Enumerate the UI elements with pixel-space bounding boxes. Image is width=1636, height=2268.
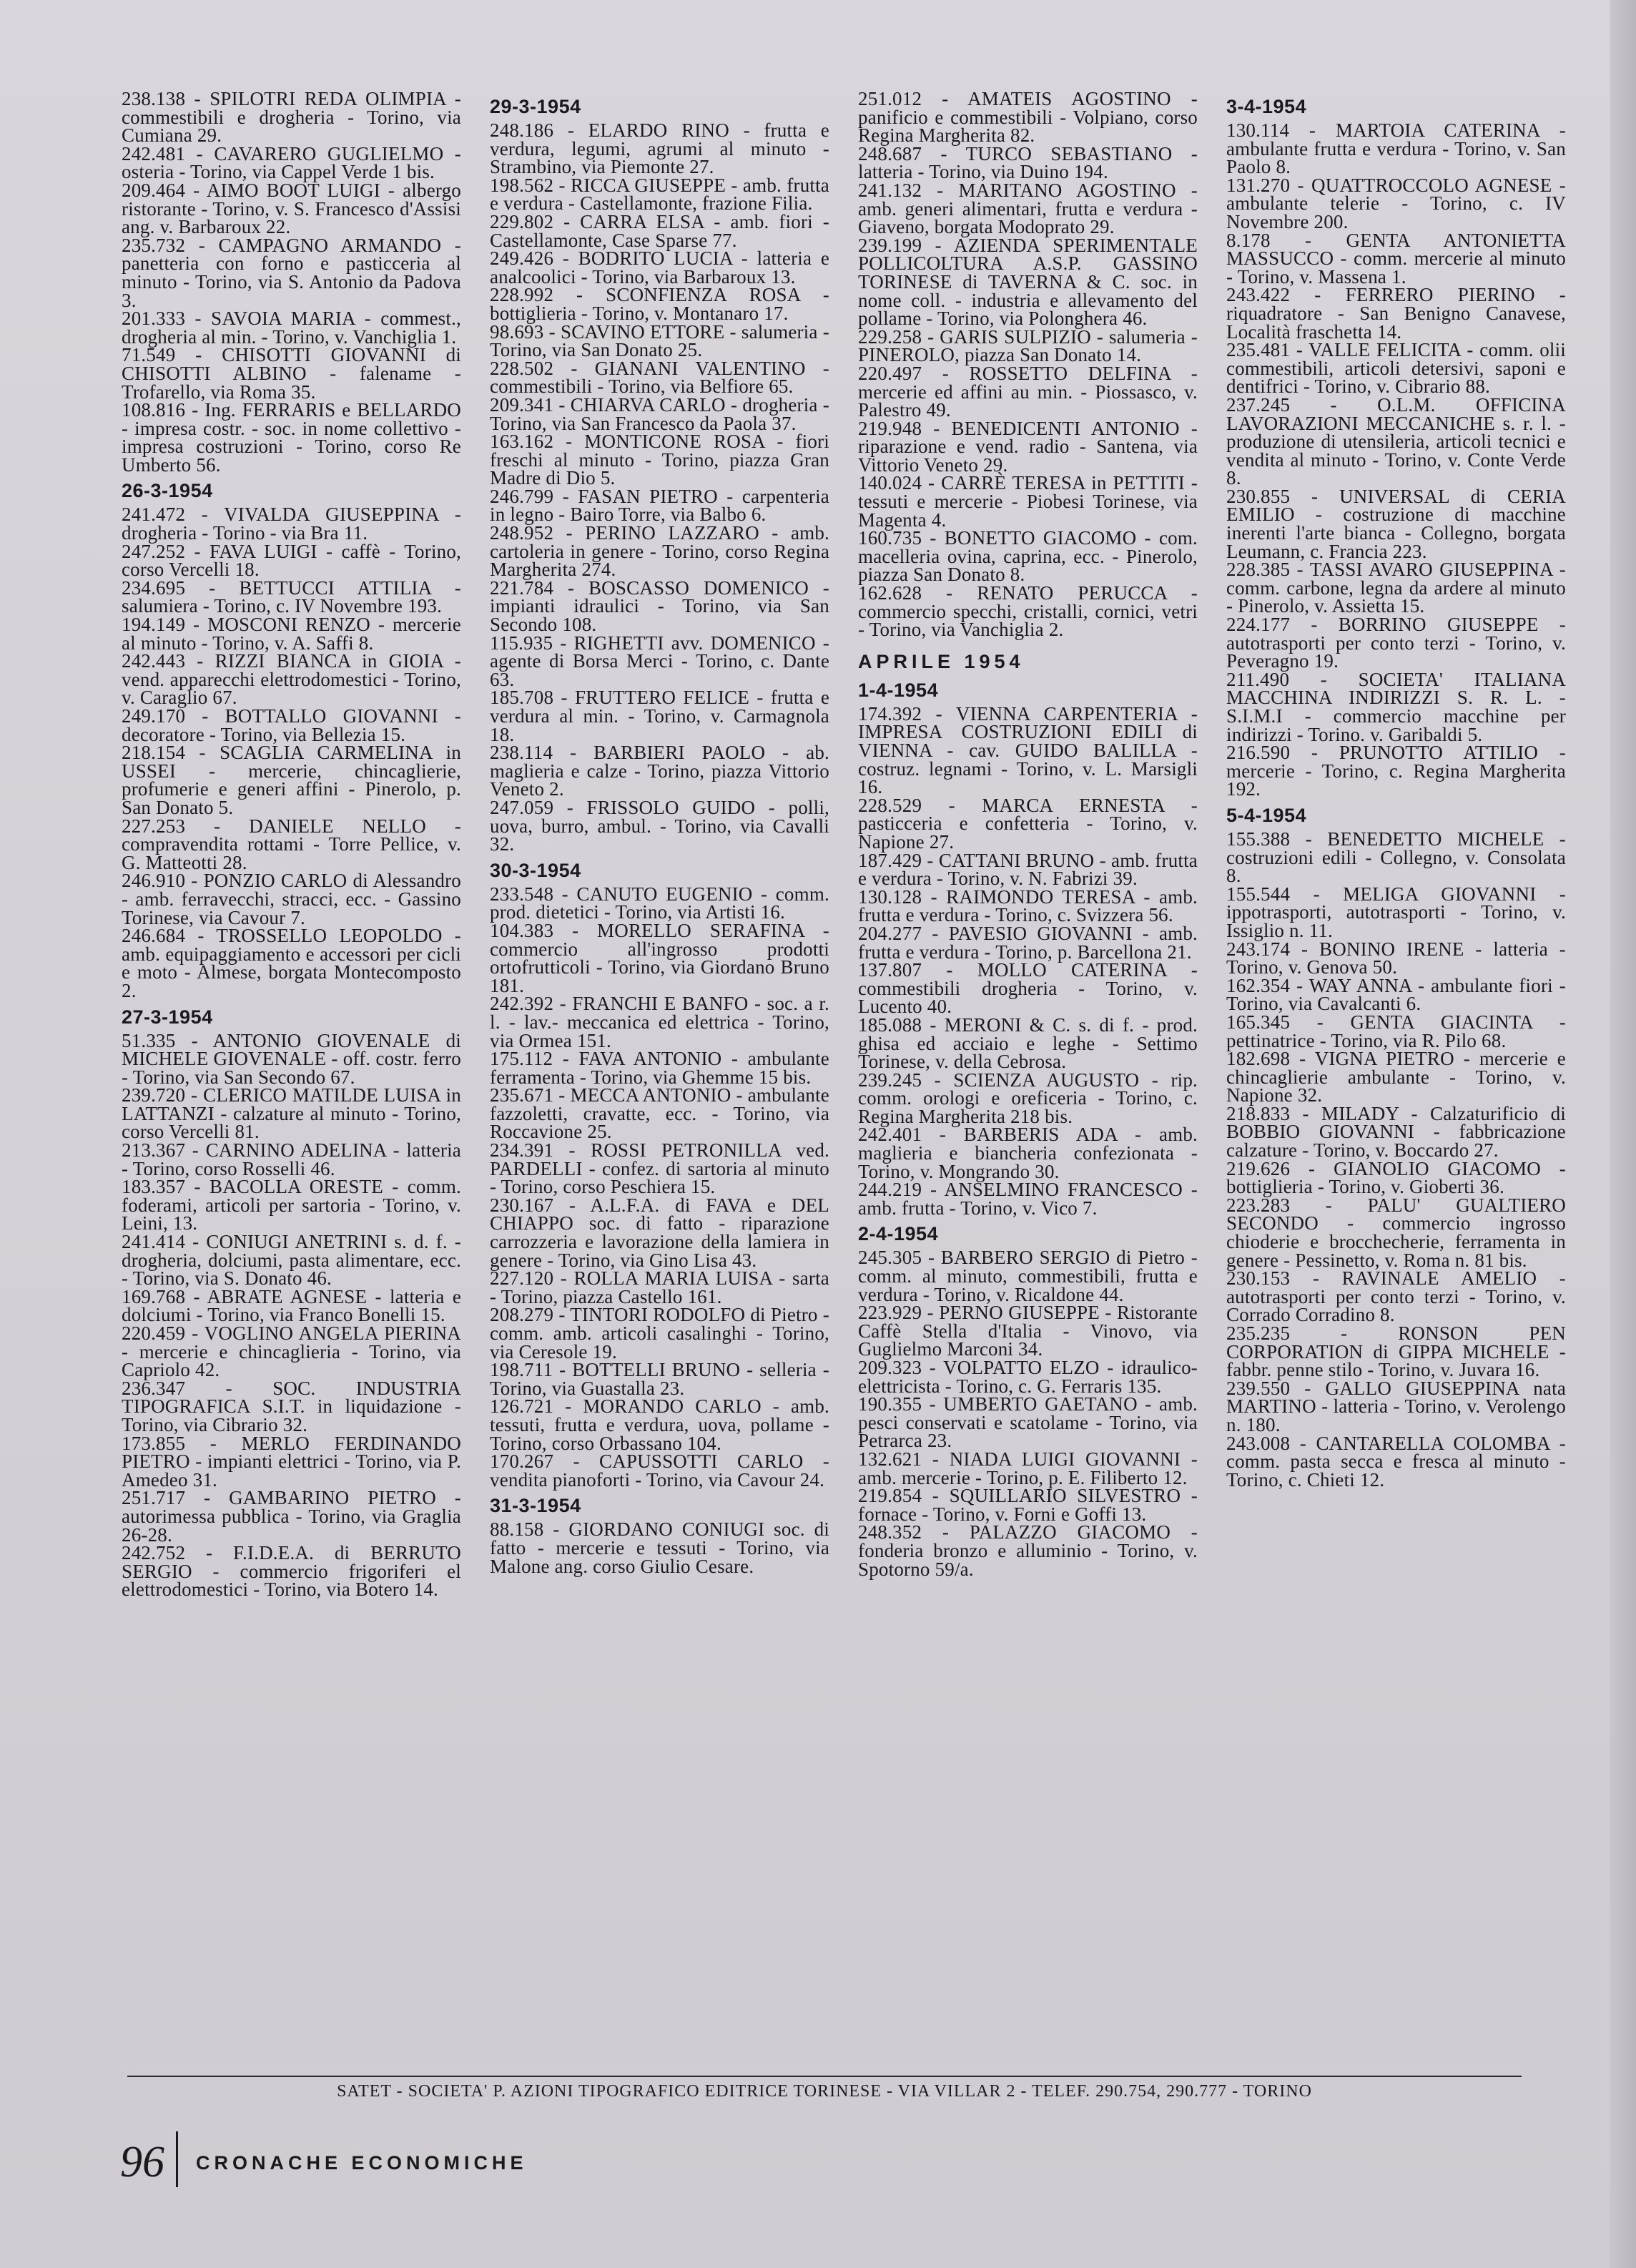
register-entry: 229.802 - CARRA ELSA - amb. fiori - Castellamonte, Case Sparse 77. xyxy=(490,210,829,251)
register-entry: 241.414 - CONIUGI ANETRINI s. d. f. - drogheria, dolciumi, pasta alimentare, ecc. - Torino, via S. Donato 46. xyxy=(122,1231,461,1290)
register-entry: 175.112 - FAVA ANTONIO - ambulante ferramenta - Torino, via Ghemme 15 bis. xyxy=(490,1048,829,1088)
register-entry: 224.177 - BORRINO GIUSEPPE - autotrasporti per conto terzi - Torino, v. Peveragno 19. xyxy=(1226,614,1566,672)
register-entry: 51.335 - ANTONIO GIOVENALE di MICHELE GIOVENALE - off. costr. ferro - Torino, via San Secondo 67. xyxy=(122,1029,461,1088)
date-heading: 2-4-1954 xyxy=(858,1223,939,1245)
register-entry: 71.549 - CHISOTTI GIOVANNI di CHISOTTI ALBINO - falename - Trofarello, via Roma 35. xyxy=(122,344,461,403)
register-entry: 249.426 - BODRITO LUCIA - latteria e analcoolici - Torino, via Barbaroux 13. xyxy=(490,247,829,288)
register-entry: 137.807 - MOLLO CATERINA - commestibili drogheria - Torino, v. Lucento 40. xyxy=(858,959,1198,1018)
register-entry: 173.855 - MERLO FERDINANDO PIETRO - impianti elettrici - Torino, via P. Amedeo 31. xyxy=(122,1432,461,1491)
register-entry: 155.544 - MELIGA GIOVANNI - ippotrasporti, autotrasporti - Torino, v. Issiglio n. 11. xyxy=(1226,883,1566,941)
register-entry: 108.816 - Ing. FERRARIS e BELLARDO - impresa costr. - soc. in nome collettivo - impresa costruzioni - Torino, corso Re Umberto 56. xyxy=(122,399,461,476)
register-entry: 131.270 - QUATTROCCOLO AGNESE - ambulante telerie - Torino, c. IV Novembre 200. xyxy=(1226,174,1566,232)
register-entry: 229.258 - GARIS SULPIZIO - salumeria - PINEROLO, piazza San Donato 14. xyxy=(858,325,1198,366)
register-entry: 246.799 - FASAN PIETRO - carpenteria in legno - Bairo Torre, via Balbo 6. xyxy=(490,485,829,526)
register-entry: 132.621 - NIADA LUIGI GIOVANNI - amb. mercerie - Torino, p. E. Filiberto 12. xyxy=(858,1448,1198,1488)
date-heading: 26-3-1954 xyxy=(122,480,213,502)
register-entry: 236.347 - SOC. INDUSTRIA TIPOGRAFICA S.I.T. in liquidazione - Torino, via Cibrario 32. xyxy=(122,1377,461,1435)
register-entry: 242.752 - F.I.D.E.A. di BERRUTO SERGIO - commercio frigoriferi el elettrodomestici - Torino, via Botero 14. xyxy=(122,1542,461,1601)
register-entry: 8.178 - GENTA ANTONIETTA MASSUCCO - comm. mercerie al minuto - Torino, v. Massena 1. xyxy=(1226,229,1566,288)
register-entry: 163.162 - MONTICONE ROSA - fiori freschi al minuto - Torino, piazza Gran Madre di Dio 5. xyxy=(490,431,829,489)
register-entry: 235.732 - CAMPAGNO ARMANDO - panetteria con forno e pasticceria al minuto - Torino, via S. Antonio da Padova 3. xyxy=(122,234,461,311)
register-entry: 234.695 - BETTUCCI ATTILIA - salumiera - Torino, c. IV Novembre 193. xyxy=(122,576,461,617)
register-entry: 130.128 - RAIMONDO TERESA - amb. frutta e verdura - Torino, c. Svizzera 56. xyxy=(858,885,1198,926)
register-entry: 221.784 - BOSCASSO DOMENICO - impianti idraulici - Torino, via San Secondo 108. xyxy=(490,576,829,636)
register-entry: 174.392 - VIENNA CARPENTERIA - IMPRESA COSTRUZIONI EDILI di VIENNA - cav. GUIDO BALILLA - costruz. legnami - Torino, v. L. Marsigli 16. xyxy=(858,702,1198,798)
register-entry: 248.687 - TURCO SEBASTIANO - latteria - Torino, via Duino 194. xyxy=(858,142,1198,183)
register-entry: 165.345 - GENTA GIACINTA - pettinatrice - Torino, via R. Pilo 68. xyxy=(1226,1011,1566,1051)
register-entry: 170.267 - CAPUSSOTTI CARLO - vendita pianoforti - Torino, via Cavour 24. xyxy=(490,1450,829,1491)
register-entry: 249.170 - BOTTALLO GIOVANNI - decoratore - Torino, via Bellezia 15. xyxy=(122,705,461,745)
register-entry: 239.720 - CLERICO MATILDE LUISA in LATTANZI - calzature al minuto - Torino, corso Vercelli 81. xyxy=(122,1084,461,1143)
register-entry: 162.628 - RENATO PERUCCA - commercio specchi, cristalli, cornici, vetri - Torino, via Vanchiglia 2. xyxy=(858,582,1198,641)
register-entry: 238.114 - BARBIERI PAOLO - ab. maglieria e calze - Torino, piazza Vittorio Veneto 2. xyxy=(490,742,829,800)
register-entry: 219.854 - SQUILLARIO SILVESTRO - fornace - Torino, v. Forni e Goffi 13. xyxy=(858,1485,1198,1525)
register-entry: 209.464 - AIMO BOOT LUIGI - albergo ristorante - Torino, v. S. Francesco d'Assisi ang. v. Barbaroux 22. xyxy=(122,179,461,238)
register-entry: 246.684 - TROSSELLO LEOPOLDO - amb. equipaggiamento e accessori per cicli e moto - Almese, borgata Montecomposto 2. xyxy=(122,925,461,1001)
date-heading: 31-3-1954 xyxy=(490,1495,581,1517)
register-entry: 216.590 - PRUNOTTO ATTILIO - mercerie - Torino, c. Regina Margherita 192. xyxy=(1226,742,1566,800)
printer-footer: SATET - SOCIETA' P. AZIONI TIPOGRAFICO EDITRICE TORINESE - VIA VILLAR 2 - TELEF. 290.754, 290.777 - TORINO xyxy=(337,2082,1312,2101)
register-entry: 237.245 - O.L.M. OFFICINA LAVORAZIONI MECCANICHE s. r. l. - produzione di utensileria, articoli tecnici e vendita al minuto - Torino, v. Conte Verde 8. xyxy=(1226,393,1566,489)
magazine-title: CRONACHE ECONOMICHE xyxy=(196,2152,528,2174)
register-entry: 239.245 - SCIENZA AUGUSTO - rip. comm. orologi e oreficeria - Torino, c. Regina Margherita 218 bis. xyxy=(858,1069,1198,1127)
register-entry: 251.717 - GAMBARINO PIETRO - autorimessa pubblica - Torino, via Graglia 26-28. xyxy=(122,1487,461,1546)
register-entry: 209.323 - VOLPATTO ELZO - idraulico-elettricista - Torino, c. G. Ferraris 135. xyxy=(858,1357,1198,1397)
register-entry: 243.174 - BONINO IRENE - latteria - Torino, v. Genova 50. xyxy=(1226,938,1566,978)
register-entry: 218.154 - SCAGLIA CARMELINA in USSEI - mercerie, chincaglierie, profumerie e generi affini - Pinerolo, p. San Donato 5. xyxy=(122,742,461,818)
register-entry: 235.481 - VALLE FELICITA - comm. olii commestibili, articoli detersivi, saponi e dentifrici - Torino, v. Cibrario 88. xyxy=(1226,339,1566,398)
register-entry: 245.305 - BARBERO SERGIO di Pietro - comm. al minuto, commestibili, frutta e verdura - Torino, v. Ricaldone 44. xyxy=(858,1247,1198,1305)
register-entry: 244.219 - ANSELMINO FRANCESCO - amb. frutta - Torino, v. Vico 7. xyxy=(858,1179,1198,1219)
register-entry: 155.388 - BENEDETTO MICHELE - costruzioni edili - Collegno, v. Consolata 8. xyxy=(1226,828,1566,887)
register-entry: 198.562 - RICCA GIUSEPPE - amb. frutta e verdura - Castellamonte, frazione Filia. xyxy=(490,174,829,215)
register-entry: 201.333 - SAVOIA MARIA - commest., drogheria al min. - Torino, v. Vanchiglia 1. xyxy=(122,308,461,348)
register-entry: 187.429 - CATTANI BRUNO - amb. frutta e verdura - Torino, v. N. Fabrizi 39. xyxy=(858,849,1198,890)
register-entry: 233.548 - CANUTO EUGENIO - comm. prod. dietetici - Torino, via Artisti 16. xyxy=(490,883,829,923)
register-entry: 208.279 - TINTORI RODOLFO di Pietro - comm. amb. articoli casalinghi - Torino, via Ceresole 19. xyxy=(490,1304,829,1363)
register-entry: 241.472 - VIVALDA GIUSEPPINA - drogheria - Torino - via Bra 11. xyxy=(122,504,461,544)
page-edge-shadow xyxy=(1610,0,1636,2268)
register-entry: 227.120 - ROLLA MARIA LUISA - sarta - Torino, piazza Castello 161. xyxy=(490,1267,829,1307)
register-entry: 230.855 - UNIVERSAL di CERIA EMILIO - costruzione di macchine inerenti l'arte bianca - Collegno, borgata Leumann, c. Francia 223. xyxy=(1226,485,1566,562)
register-entry: 247.059 - FRISSOLO GUIDO - polli, uova, burro, ambul. - Torino, via Cavalli 32. xyxy=(490,796,829,855)
register-entry: 235.671 - MECCA ANTONIO - ambulante fazzoletti, cravatte, ecc. - Torino, via Roccavione 25. xyxy=(490,1084,829,1143)
register-entry: 234.391 - ROSSI PETRONILLA ved. PARDELLI - confez. di sartoria al minuto - Torino, corso Peschiera 15. xyxy=(490,1139,829,1198)
register-columns xyxy=(122,90,1566,2064)
register-entry: 251.012 - AMATEIS AGOSTINO - panificio e commestibili - Volpiano, corso Regina Margherita 82. xyxy=(858,90,1198,147)
register-entry: 213.367 - CARNINO ADELINA - latteria - Torino, corso Rosselli 46. xyxy=(122,1139,461,1179)
register-entry: 182.698 - VIGNA PIETRO - mercerie e chincaglierie ambulante - Torino, v. Napione 32. xyxy=(1226,1048,1566,1106)
register-entry: 235.235 - RONSON PEN CORPORATION di GIPPA MICHELE - fabbr. penne stilo - Torino, v. Juvara 16. xyxy=(1226,1322,1566,1381)
column-1 xyxy=(122,90,461,2064)
register-entry: 88.158 - GIORDANO CONIUGI soc. di fatto - mercerie e tessuti - Torino, via Malone ang. corso Giulio Cesare. xyxy=(490,1518,829,1577)
date-heading: 5-4-1954 xyxy=(1226,804,1307,826)
register-entry: 248.352 - PALAZZO GIACOMO - fonderia bronzo e alluminio - Torino, v. Spotorno 59/a. xyxy=(858,1521,1198,1580)
folio-divider xyxy=(176,2131,178,2187)
register-entry: 194.149 - MOSCONI RENZO - mercerie al minuto - Torino, v. A. Saffi 8. xyxy=(122,614,461,654)
register-entry: 169.768 - ABRATE AGNESE - latteria e dolciumi - Torino, via Franco Bonelli 15. xyxy=(122,1285,461,1326)
register-entry: 219.626 - GIANOLIO GIACOMO - bottiglieria - Torino, v. Gioberti 36. xyxy=(1226,1157,1566,1198)
register-entry: 228.529 - MARCA ERNESTA - pasticceria e confetteria - Torino, v. Napione 27. xyxy=(858,794,1198,853)
register-entry: 220.459 - VOGLINO ANGELA PIERINA - mercerie e chincaglieria - Torino, via Capriolo 42. xyxy=(122,1322,461,1381)
register-entry: 98.693 - SCAVINO ETTORE - salumeria - Torino, via San Donato 25. xyxy=(490,320,829,361)
register-entry: 190.355 - UMBERTO GAETANO - amb. pesci conservati e scatolame - Torino, via Petrarca 23. xyxy=(858,1393,1198,1452)
register-entry: 242.443 - RIZZI BIANCA in GIOIA - vend. apparecchi elettrodomestici - Torino, v. Caraglio 67. xyxy=(122,650,461,709)
register-entry: 198.711 - BOTTELLI BRUNO - selleria - Torino, via Guastalla 23. xyxy=(490,1359,829,1399)
date-heading: 30-3-1954 xyxy=(490,859,581,881)
register-entry: 242.392 - FRANCHI E BANFO - soc. a r. l. - lav.- meccanica ed elettrica - Torino, via Ormea 151. xyxy=(490,993,829,1051)
register-entry: 247.252 - FAVA LUIGI - caffè - Torino, corso Vercelli 18. xyxy=(122,540,461,581)
date-heading: 29-3-1954 xyxy=(490,96,581,117)
register-entry: 204.277 - PAVESIO GIOVANNI - amb. frutta e verdura - Torino, p. Barcellona 21. xyxy=(858,922,1198,963)
register-entry: 241.132 - MARITANO AGOSTINO - amb. generi alimentari, frutta e verdura - Giaveno, borgata Modoprato 29. xyxy=(858,179,1198,238)
register-entry: 230.167 - A.L.F.A. di FAVA e DEL CHIAPPO soc. di fatto - riparazione carrozzeria e lavorazione della lamiera in genere - Torino, via Gino Lisa 43. xyxy=(490,1194,829,1271)
register-entry: 228.992 - SCONFIENZA ROSA - bottiglieria - Torino, v. Montanaro 17. xyxy=(490,284,829,324)
register-entry: 239.550 - GALLO GIUSEPPINA nata MARTINO - latteria - Torino, v. Verolengo n. 180. xyxy=(1226,1377,1566,1435)
register-entry: 162.354 - WAY ANNA - ambulante fiori - Torino, via Cavalcanti 6. xyxy=(1226,974,1566,1015)
register-entry: 218.833 - MILADY - Calzaturificio di BOBBIO GIOVANNI - fabbricazione calzature - Torino, v. Boccardo 27. xyxy=(1226,1102,1566,1162)
register-entry: 130.114 - MARTOIA CATERINA - ambulante frutta e verdura - Torino, v. San Paolo 8. xyxy=(1226,119,1566,178)
column-2 xyxy=(490,90,829,2064)
register-entry: 223.929 - PERNO GIUSEPPE - Ristorante Caffè Stella d'Italia - Vinovo, via Guglielmo Marconi 34. xyxy=(858,1302,1198,1360)
register-entry: 140.024 - CARRÈ TERESA in PETTITI - tessuti e mercerie - Piobesi Torinese, via Magenta 4. xyxy=(858,472,1198,531)
register-entry: 248.186 - ELARDO RINO - frutta e verdura, legumi, agrumi al minuto - Strambino, via Piemonte 27. xyxy=(490,119,829,178)
page-number: 96 xyxy=(120,2138,164,2186)
column-4 xyxy=(1226,90,1566,2064)
register-entry: 223.283 - PALU' GUALTIERO SECONDO - commercio ingrosso chioderie e brocchecherie, ferramenta in genere - Pessinetto, v. Roma n. 81 bis. xyxy=(1226,1194,1566,1271)
register-entry: 160.735 - BONETTO GIACOMO - com. macelleria ovina, caprina, ecc. - Pinerolo, piazza San Donato 8. xyxy=(858,527,1198,586)
register-entry: 185.088 - MERONI & C. s. di f. - prod. ghisa ed acciaio e leghe - Settimo Torinese, v. della Cebrosa. xyxy=(858,1013,1198,1073)
register-entry: 126.721 - MORANDO CARLO - amb. tessuti, frutta e verdura, uova, pollame - Torino, corso Orbassano 104. xyxy=(490,1395,829,1454)
register-entry: 228.502 - GIANANI VALENTINO - commestibili - Torino, via Belfiore 65. xyxy=(490,357,829,398)
register-entry: 183.357 - BACOLLA ORESTE - comm. foderami, articoli per sartoria - Torino, v. Leini, 13. xyxy=(122,1176,461,1234)
register-entry: 246.910 - PONZIO CARLO di Alessandro - amb. ferravecchi, stracci, ecc. - Gassino Torinese, via Cavour 7. xyxy=(122,870,461,928)
footer-rule xyxy=(127,2076,1522,2077)
register-entry: 115.935 - RIGHETTI avv. DOMENICO - agente di Borsa Merci - Torino, c. Dante 63. xyxy=(490,632,829,690)
register-entry: 238.138 - SPILOTRI REDA OLIMPIA - commestibili e drogheria - Torino, via Cumiana 29. xyxy=(122,90,461,147)
register-entry: 211.490 - SOCIETA' ITALIANA MACCHINA INDIRIZZI S. R. L. - S.I.M.I - commercio macchine per indirizzi - Torino. v. Garibaldi 5. xyxy=(1226,668,1566,745)
register-entry: 220.497 - ROSSETTO DELFINA - mercerie ed affini au min. - Piossasco, v. Palestro 49. xyxy=(858,362,1198,421)
register-entry: 239.199 - AZIENDA SPERIMENTALE POLLICOLTURA A.S.P. GASSINO TORINESE di TAVERNA & C. soc. in nome coll. - industria e allevamento del pollame - Torino, via Polonghera 46. xyxy=(858,234,1198,330)
register-entry: 248.952 - PERINO LAZZARO - amb. cartoleria in genere - Torino, corso Regina Margherita 274. xyxy=(490,522,829,581)
date-heading: 27-3-1954 xyxy=(122,1006,213,1028)
date-heading: 1-4-1954 xyxy=(858,679,939,701)
register-entry: 243.422 - FERRERO PIERINO - riquadratore - San Benigno Canavese, Località fraschetta 14. xyxy=(1226,284,1566,343)
register-entry: 228.385 - TASSI AVARO GIUSEPPINA - comm. carbone, legna da ardere al minuto - Pinerolo, v. Assietta 15. xyxy=(1226,559,1566,617)
column-3 xyxy=(858,90,1198,2064)
register-entry: 185.708 - FRUTTERO FELICE - frutta e verdura al min. - Torino, v. Carmagnola 18. xyxy=(490,687,829,745)
register-entry: 243.008 - CANTARELLA COLOMBA - comm. pasta secca e fresca al minuto - Torino, c. Chieti 12. xyxy=(1226,1432,1566,1491)
register-entry: 219.948 - BENEDICENTI ANTONIO - riparazione e vend. radio - Santena, via Vittorio Veneto 29. xyxy=(858,417,1198,476)
register-entry: 209.341 - CHIARVA CARLO - drogheria - Torino, via San Francesco da Paola 37. xyxy=(490,393,829,434)
register-entry: 227.253 - DANIELE NELLO - compravendita rottami - Torre Pellice, v. G. Matteotti 28. xyxy=(122,815,461,873)
register-entry: 242.481 - CAVARERO GUGLIELMO - osteria - Torino, via Cappel Verde 1 bis. xyxy=(122,142,461,183)
date-heading: 3-4-1954 xyxy=(1226,96,1307,117)
register-entry: 242.401 - BARBERIS ADA - amb. maglieria e biancheria confezionata - Torino, v. Mongrando 30. xyxy=(858,1124,1198,1182)
month-heading: APRILE 1954 xyxy=(858,650,1025,672)
register-entry: 104.383 - MORELLO SERAFINA - commercio all'ingrosso prodotti ortofrutticoli - Torino, via Giordano Bruno 181. xyxy=(490,919,829,996)
register-entry: 230.153 - RAVINALE AMELIO - autotrasporti per conto terzi - Torino, v. Corrado Corradino 8. xyxy=(1226,1267,1566,1326)
